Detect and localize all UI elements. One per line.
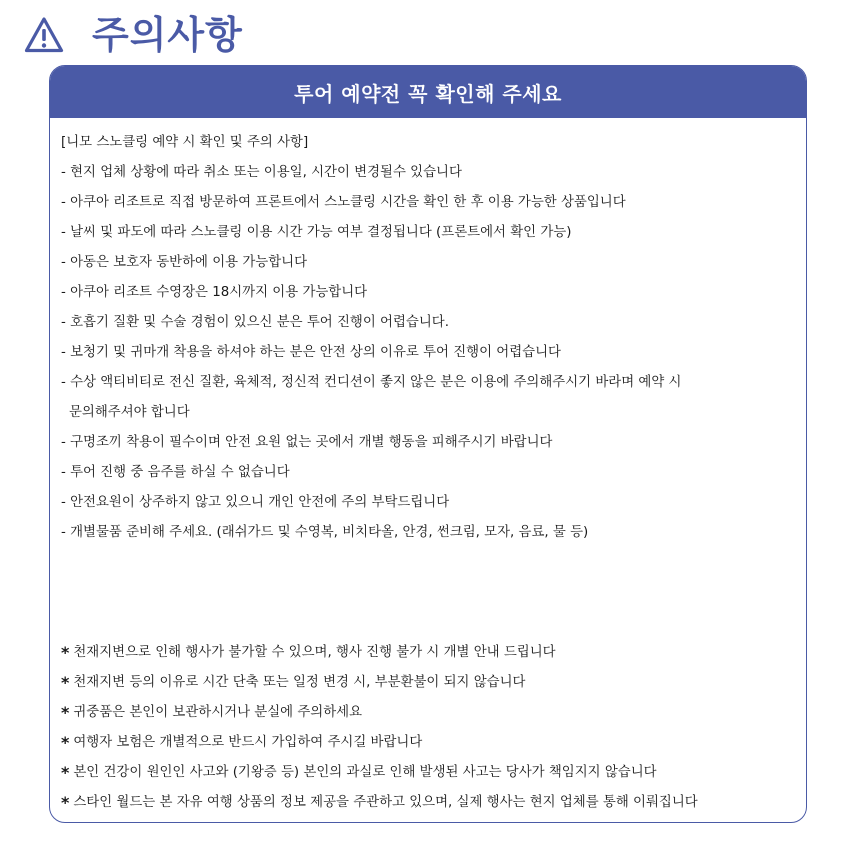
note-text: 여행자 보험은 개별적으로 반드시 가입하여 주시길 바랍니다	[73, 735, 423, 750]
list-item: - 아쿠아 리조트로 직접 방문하여 프론트에서 스노클링 시간을 확인 한 후 이용 가능한 상품입니다	[61, 195, 626, 210]
note-text: 천재지변 등의 이유로 시간 단축 또는 일정 변경 시, 부분환불이 되지 않습니다	[73, 675, 526, 690]
list-item: - 아동은 보호자 동반하에 이용 가능합니다	[61, 255, 308, 270]
header	[24, 12, 243, 58]
list-item: - 현지 업체 상황에 따라 취소 또는 이용일, 시간이 변경될수 있습니다	[61, 165, 462, 180]
list-item: - 안전요원이 상주하지 않고 있으니 개인 안전에 주의 부탁드립니다	[61, 495, 450, 510]
warning-triangle-icon	[24, 16, 64, 54]
list-item-continuation: 문의해주셔야 합니다	[69, 405, 190, 420]
spacer	[61, 548, 798, 638]
list-item: - 날씨 및 파도에 따라 스노클링 이용 시간 가능 여부 결정됩니다 (프론트에서 확인 가능)	[61, 225, 572, 240]
list-item: - 개별물품 준비해 주세요. (래쉬가드 및 수영복, 비치타올, 안경, 썬크림, 모자, 음료, 물 등)	[61, 525, 589, 540]
banner	[50, 66, 806, 118]
list-item: - 보청기 및 귀마개 착용을 하셔야 하는 분은 안전 상의 이유로 투어 진행이 어렵습니다	[61, 345, 561, 360]
page-title: 주의사항	[92, 13, 243, 57]
note-text: 스타인 월드는 본 자유 여행 상품의 정보 제공을 주관하고 있으며, 실제 행사는 현지 업체를 통해 이뤄집니다	[73, 795, 698, 810]
banner-text: 투어 예약전 꼭 확인해 주세요	[294, 81, 562, 106]
note-item	[61, 758, 798, 788]
note-item	[61, 698, 798, 728]
star-marker: *	[61, 643, 70, 662]
list-item: - 투어 진행 중 음주를 하실 수 없습니다	[61, 465, 290, 480]
note-item	[61, 788, 798, 818]
notice-card	[49, 65, 807, 823]
note-item	[61, 668, 798, 698]
list-item: - 호흡기 질환 및 수술 경험이 있으신 분은 투어 진행이 어렵습니다.	[61, 315, 449, 330]
note-item	[61, 638, 798, 668]
section-title: [니모 스노클링 예약 시 확인 및 주의 사항]	[61, 135, 309, 150]
note-text: 본인 건강이 원인인 사고와 (기왕증 등) 본인의 과실로 인해 발생된 사고는 당사가 책임지지 않습니다	[73, 765, 657, 780]
star-marker: *	[61, 703, 70, 722]
note-text: 천재지변으로 인해 행사가 불가할 수 있으며, 행사 진행 불가 시 개별 안내 드립니다	[73, 645, 556, 660]
notice-content	[61, 128, 798, 818]
star-marker: *	[61, 733, 70, 752]
star-marker: *	[61, 673, 70, 692]
star-marker: *	[61, 793, 70, 812]
list-item: - 아쿠아 리조트 수영장은 18시까지 이용 가능합니다	[61, 285, 368, 300]
note-text: 귀중품은 본인이 보관하시거나 분실에 주의하세요	[73, 705, 363, 720]
star-marker: *	[61, 763, 70, 782]
note-item	[61, 728, 798, 758]
list-item: - 구명조끼 착용이 필수이며 안전 요원 없는 곳에서 개별 행동을 피해주시기 바랍니다	[61, 435, 553, 450]
list-item: - 수상 액티비티로 전신 질환, 육체적, 정신적 컨디션이 좋지 않은 분은 이용에 주의해주시기 바라며 예약 시	[61, 375, 682, 390]
